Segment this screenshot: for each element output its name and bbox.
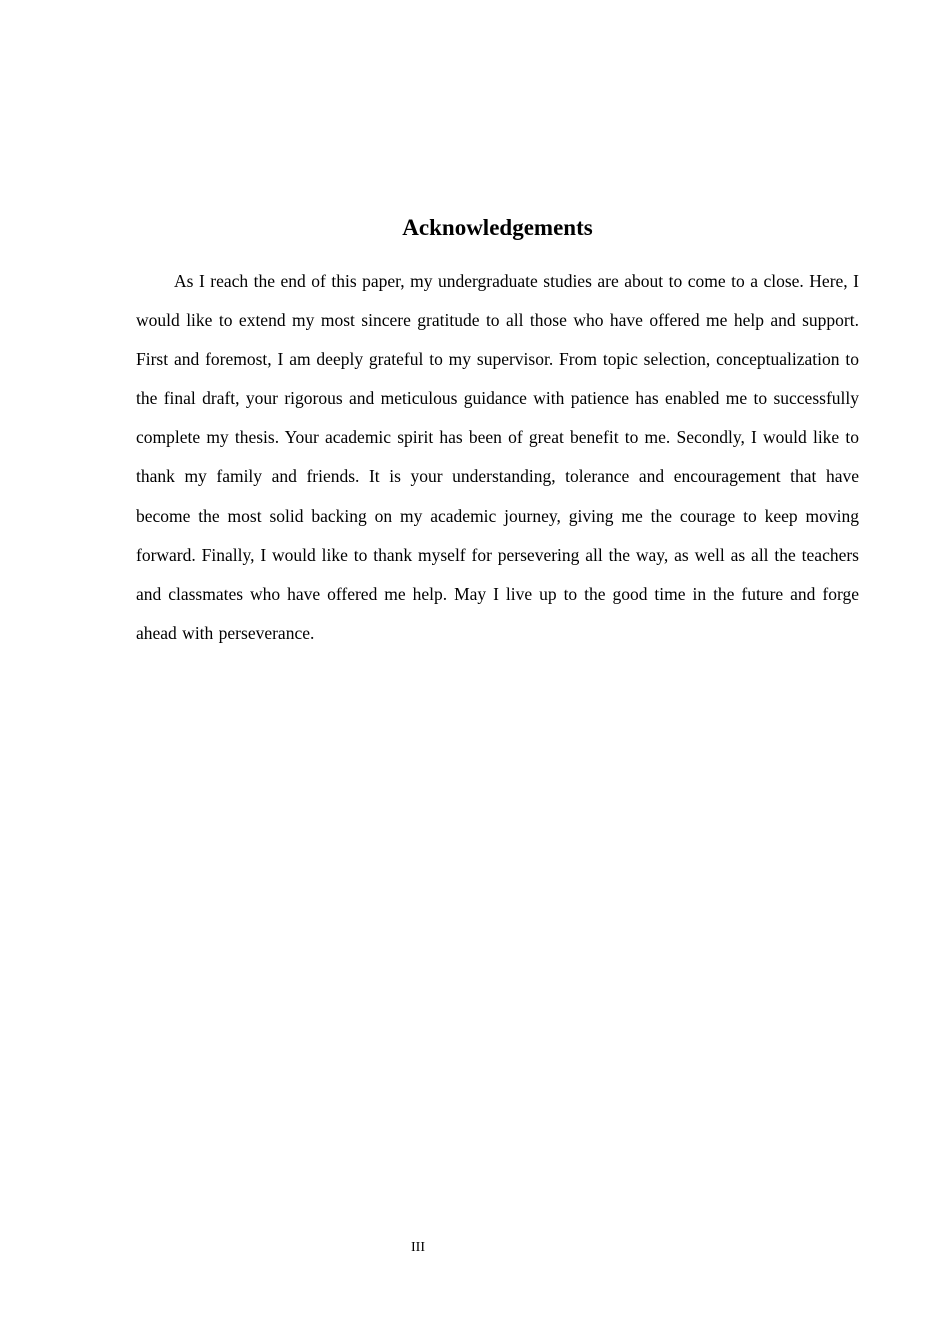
acknowledgements-paragraph: As I reach the end of this paper, my undergraduate studies are about to come to a close. Here, I would like to extend my most sincere gratitude to all those who have offered me help and support. First and foremost, I am deeply grateful to my supervisor. From topic selection, conceptualization to the final draft, your rigorous and meticulous guidance with patience has enabled me to successfully complete my thesis. Your academic spirit has been of great benefit to me. Secondly, I would like to thank my family and friends. It is your understanding, tolerance and encouragement that have become the most solid backing on my academic journey, giving me the courage to keep moving forward. Finally, I would like to thank myself for persevering all the way, as well as all the teachers and classmates who have offered me help. May I live up to the good time in the future and forge ahead with perseverance. bbox=[136, 271, 859, 643]
page-title: Acknowledgements bbox=[402, 215, 593, 240]
page-number: III bbox=[411, 1240, 425, 1255]
